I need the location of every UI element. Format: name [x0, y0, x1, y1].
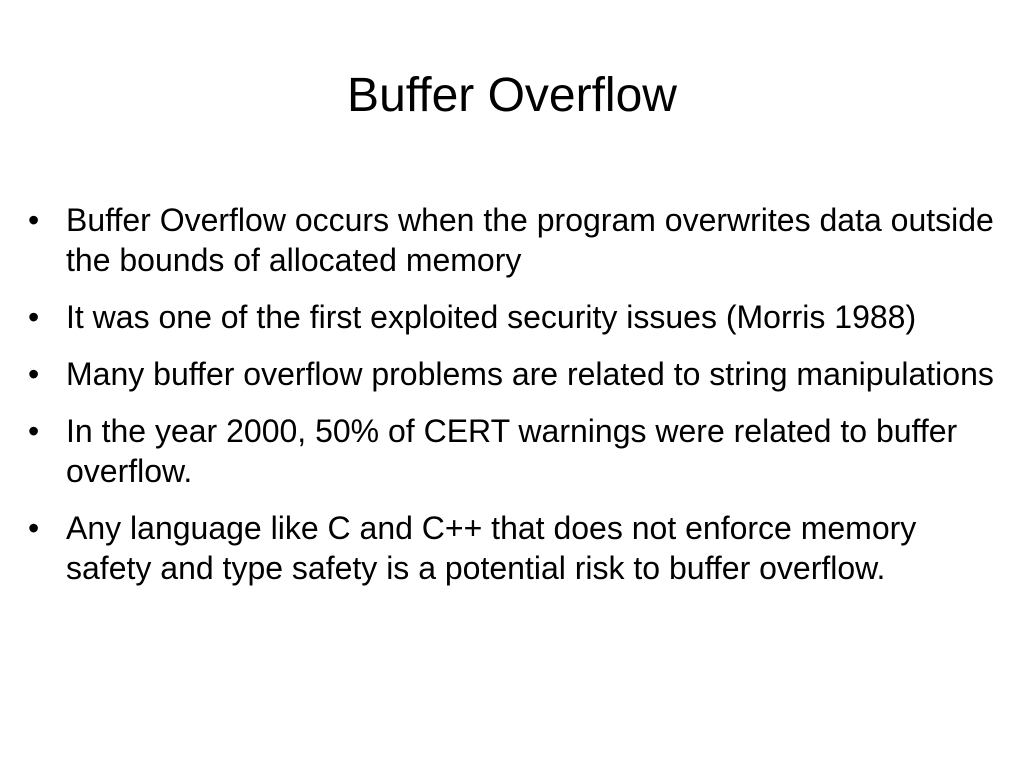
slide-title: Buffer Overflow [347, 69, 677, 122]
bullet-item [28, 200, 1008, 280]
bullet-item [28, 354, 1008, 394]
bullet-text: Buffer Overflow occurs when the program overwrites data outside the bounds of allocated memory [66, 202, 994, 278]
bullet-text: It was one of the first exploited security issues (Morris 1988) [66, 299, 917, 335]
bullet-icon: • [28, 356, 40, 392]
bullet-list [28, 200, 1008, 605]
bullet-icon: • [28, 299, 40, 335]
bullet-item [28, 508, 1008, 588]
bullet-item [28, 297, 1008, 337]
bullet-icon: • [28, 510, 40, 546]
bullet-text: Any language like C and C++ that does not enforce memory safety and type safety is a potential risk to buffer overflow. [66, 510, 917, 586]
bullet-icon: • [28, 202, 40, 238]
bullet-icon: • [28, 413, 40, 449]
bullet-text: Many buffer overflow problems are related to string manipulations [66, 356, 994, 392]
bullet-item [28, 411, 1008, 491]
bullet-text: In the year 2000, 50% of CERT warnings were related to buffer overflow. [66, 413, 958, 489]
